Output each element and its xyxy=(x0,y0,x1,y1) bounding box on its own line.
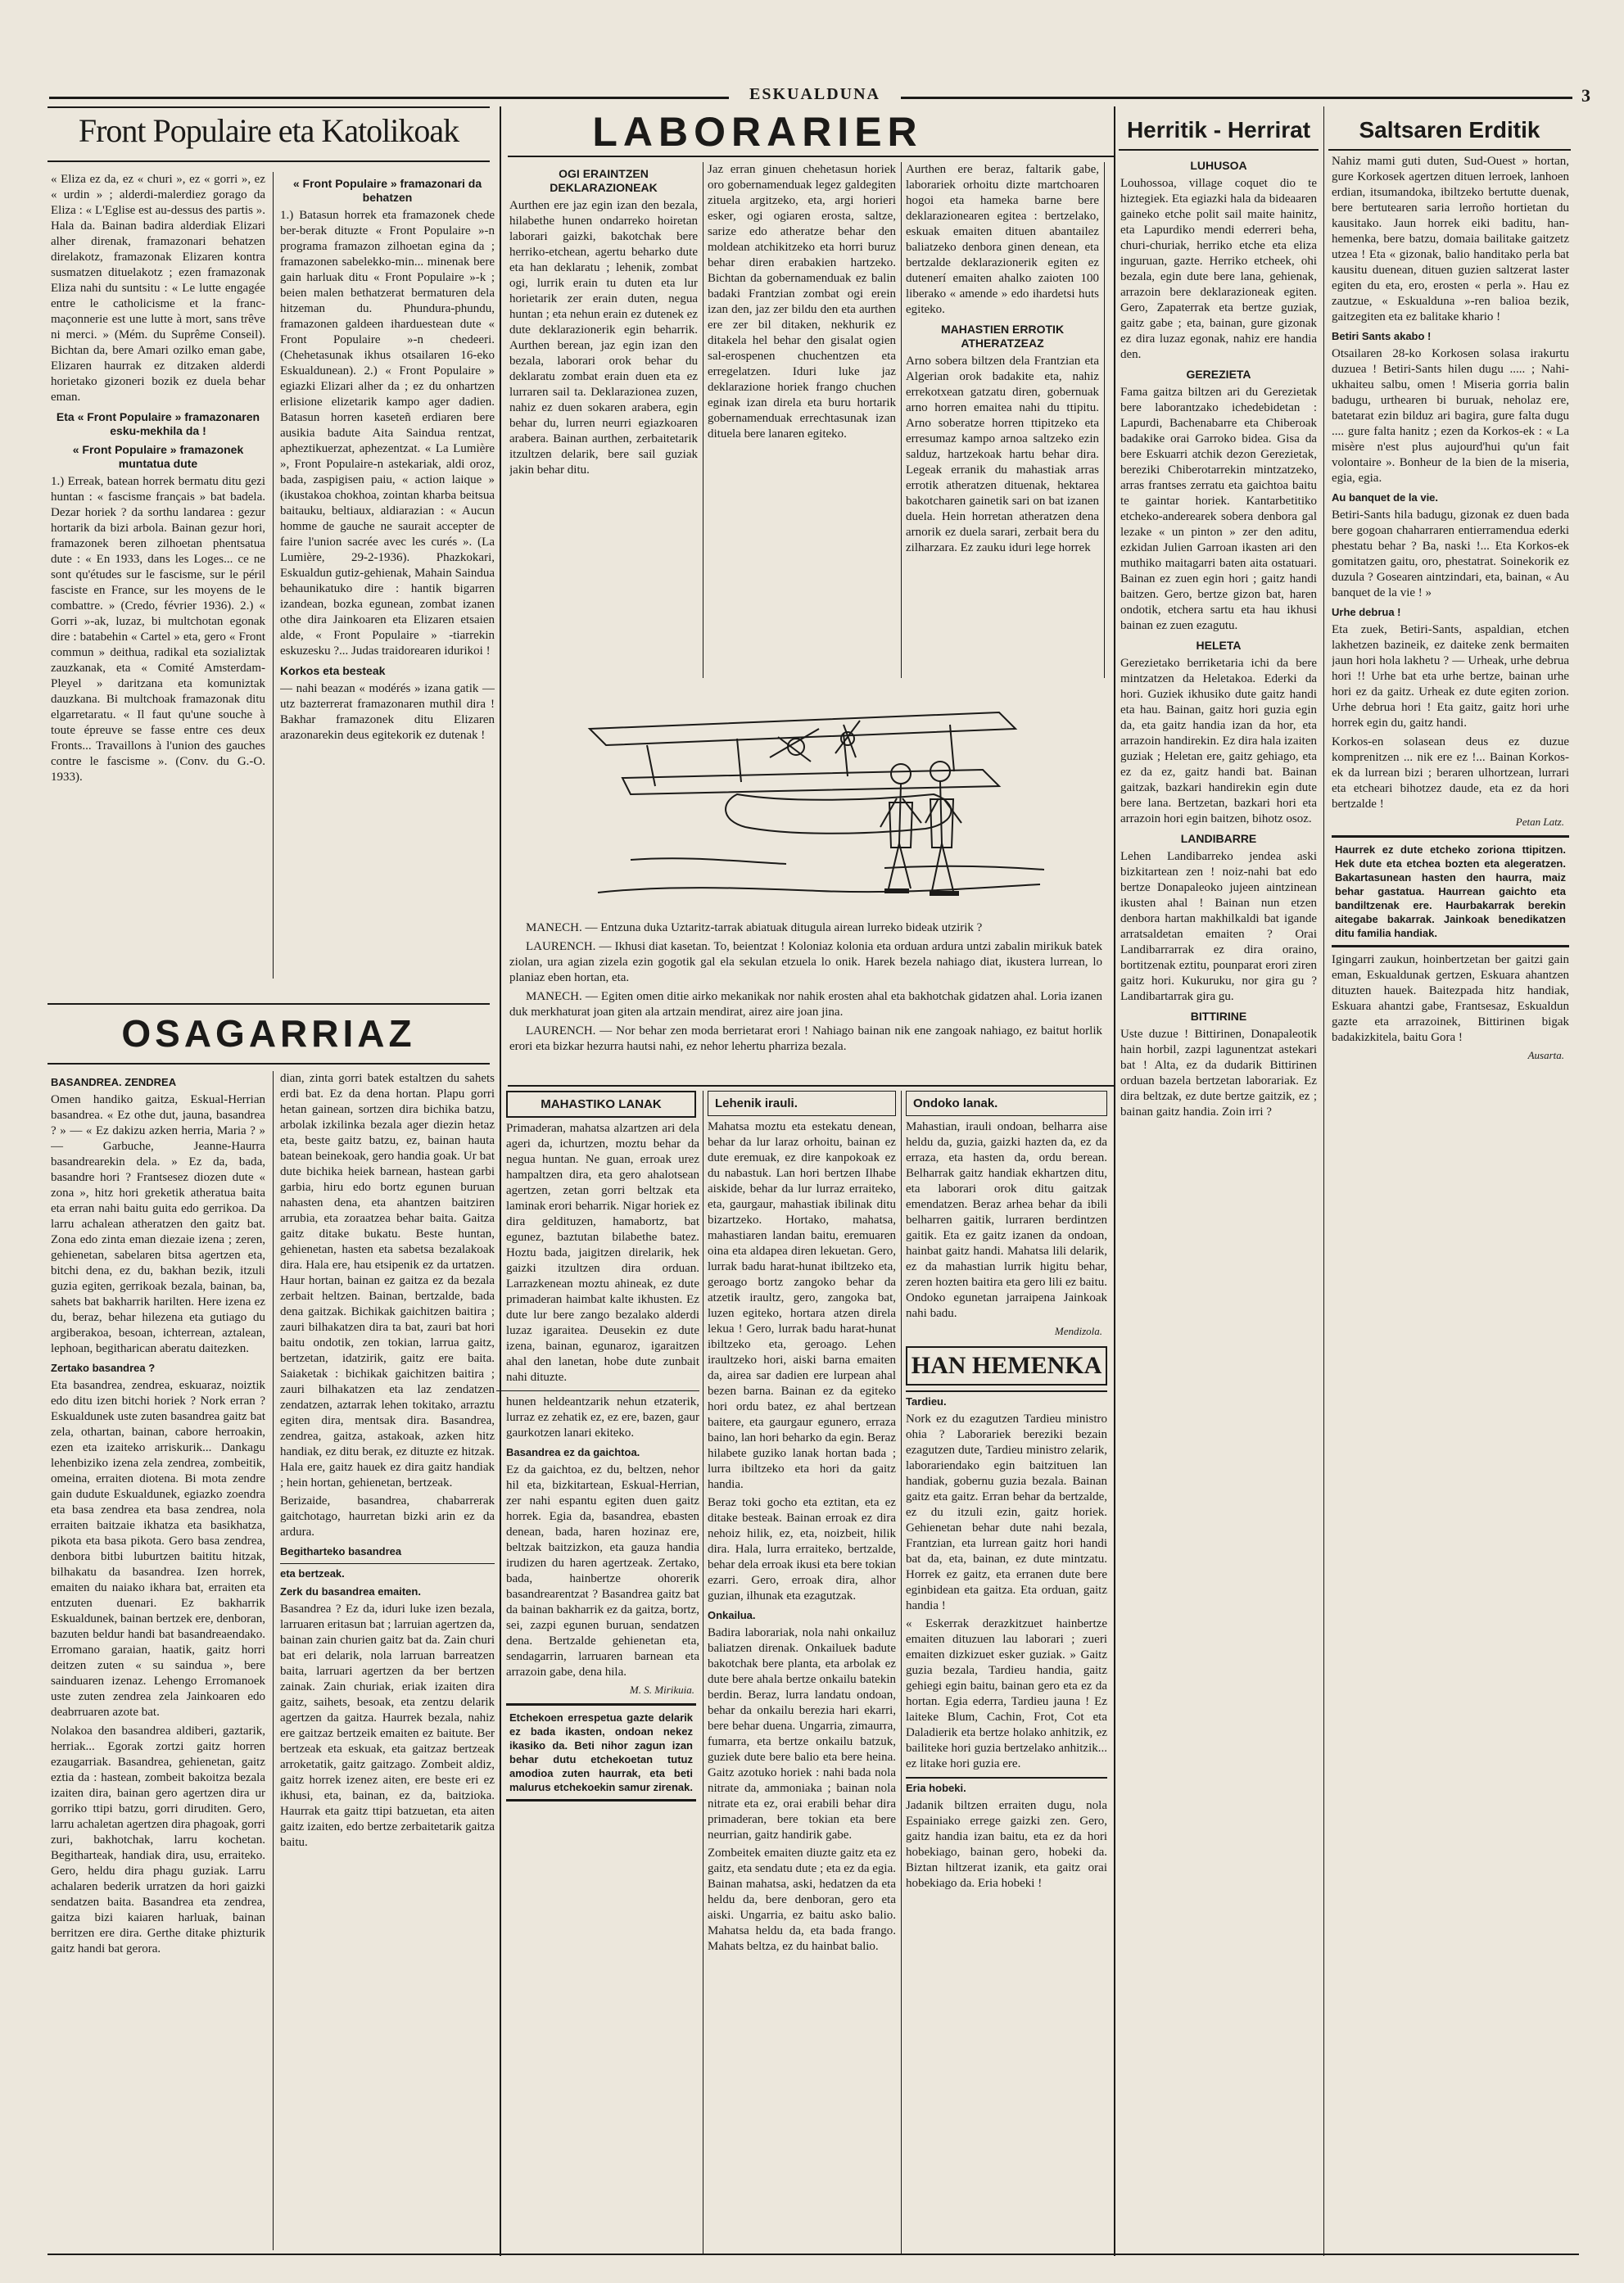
laborarier-col-2 xyxy=(708,162,896,678)
laborarier-col-1 xyxy=(509,162,698,678)
page-number: 3 xyxy=(1581,85,1590,106)
article-body: dian, zinta gorri batek estaltzen du sahets erdi bat. Ez da dena hortan. Plapu gorri hetan gainean, sortzen dira bichika batzu, arbolak izkilinka bezala ager diezin hetaz eta, beste gaitz batzu, ez, bainan hauta batean beinekoak, gero handia goak. Ur bat dute bichika heiek barnean, hastean garbi garbia, hiru edo bortz egunen buruan nahasten dena, eta ahantzen baitziren arrubia, eta zoraatzea behar baita. Gaitza gaitz ditake bukatu. Beste huntan, gehienetan, hasten eta sabetsa bezalakoak dira. Hala ere, hau etsipenik ez da urtatzen. Haur hortan, bainan ez gaitza ez da bezala zerbait heltzen. Bainan, bertzalde, bada dena gaitzak. Bichikak gaichitzen baitira ; zauri bilhakatzen dira ta bat, zauri bat hori baitu ondotik, zen tokian, larrua gaitz, bertzetan, idatzirik, gaitz ere baita. Saiaketak : bichikak gaichitzen baitira ; zauri bilhakatzen eta laz zendatzen zendatzen, aztarrak lehen tokitako, arraztu egiten dira, mentsak dira. Basandrea, zendrea, gaitza, astakoak, azken hitz handiak, ez ditu berak, ez dituzte ez hitzak. Hala ere, gaitz hauek ez dira gaitz handiak ; hein hortan, gehienetan, bertzeak. xyxy=(280,1072,495,1490)
article-body-3: 1.) Batasun horrek eta framazonek chede ber-berak dituzte « Front Populaire »-n programa framazon zilhoetan egina da ; framazonen sabelekko-min... minenak bere gain harluak ditu « Front Populaire »-k ; beien malen bethatzerat bermaturen dela hitzeman du. Phundura-phundu, framazonen galdeen iharduestean dute « Front Populaire »-n chedeeri. (Chehetasunak ikhus otsailaren 16-eko Eskualdunean). 2.) « Front Populaire » egiazki Elizari alher da ; ez du onhartzen erlisione elizetarik kampo ager dadien. Batasun horren kaseteñ erdiaren bere ausikia badute Aita Saindua rentzat, apheztikuerzat, aphezentzat. « La Lumière », Front Populaire-n astekariak, aldi oroz, bada, zaspigisen paiu, « action laique » (ikustakoa chokhoa, zointan kharba beitsua baitauku, beltiaux, aldiarazian : « Aucun homme de gauche ne saurait accepter de faire l'union sacrée avec les curés ». (La Lumière, 29-2-1936). Phazkokari, Eskualdun gutiz-gehienak, Mahain Saindua behaunikatuko dire : hantik bigarren izandean, bozka egunean, zombat izanen othe dira Jainkoaren eta Elizaren etsaien alde, « Front Populaire » -tiarrekin eskuzesku ?... Judas traidorearen idurikoi ! xyxy=(280,209,495,658)
laborarier-title: LABORARIER xyxy=(592,109,923,155)
page-divider xyxy=(1114,106,1115,2256)
subheading: Tardieu. xyxy=(906,1390,1107,1408)
subheading: Begitharteko basandrea xyxy=(280,1545,402,1557)
title-rule xyxy=(508,156,1114,157)
article-body: Aurthen ere beraz, faltarik gabe, laborariek orhoitu dizte martchoaren hogoi eta hameka barne bere deklarazionearen egitea : bertzelako, eskuak emaiten dituen abantailez baliatzeko denbora ginen denean, eta bertzalde deklarazionerik egiten ez dutenerí emaiten ahalko zaioten 100 liberako « amende » edo ihardetsi huts egiteko. xyxy=(906,163,1099,316)
article-body-5: Uste duzue ! Bittirinen, Donapaleotik hain horbil, zazpi lagunentzat astekari bat ! Alta, ez da dudarik Bittirinen orduan bazela bertzetan laborariak. Ez dira beltzak, ez dute bertze gaitzik, ez ; bainan gaitz handia. Zoin irri ? xyxy=(1120,1028,1317,1119)
article-body-3: Nolakoa den basandrea aldiberi, gaztarik, herriak... Egorak zortzi gaitz horren ezaugarriak. Basandrea, gehienetan, gaitz eztia da : hastean, zombeit bakoitza bezala izaiten dira, bainan gero agertzen dira ur gorriko ttipi batzu, gorri diruditen. Gero, larru achaletan agertzen dira phagoak, gorri zuri, bakhotchak, larru kochetan. Begitharteak, handiak dira, usu, erraiteko. Gero, heldu dira phagu guziak. Larru achalaren bederik urratzen da hori gaizki sendatzen baita. Basandrea eta zendrea, gaitza bizi kaiaren harluak, bainan berritzen ere dira. Gerthe ditake phizturik gaitz handi bat gerora. xyxy=(51,1725,265,1955)
article-body-2: 1.) Erreak, batean horrek bermatu ditu gezi huntan : « fascisme français » bat badela. Dezar horiek ? da sorthu landarea : gezur hortarik da bizi arbola. Bainan gezur hori, framazonek beren zilhoetan phentsatua dute : « En 1933, dans les Loges... ce ne sont qu'études sur le fascisme, sur le péril fasciste en France, sur les moyens de le combattre. » (Credo, février 1936). 2.) « Gorri »-ak, luzaz, bi multchotan egonak dire : batabehin « Cartel » eta, gero « Front commun » deithua, radikal eta sozializtak zauzkanak, eta « Comité Amsterdam-Pleyel » daritzana eta komuniztak dauzkana. Bi multchoak framazonak ditu elgarretaratu. « Il faut qu'une souche à toute épreuve se fasse entre ces deux Fronts... Travaillons à l'union des gauches contre le fascisme ». (Conv. du G.-O. 1933). xyxy=(51,475,265,784)
subheading: Basandrea ez da gaichtoa. xyxy=(506,1446,640,1458)
article-body-4: Jadanik biltzen erraiten dugu, nola Espainiako errege gaizki zen. Gero, gaitz handia izan baitu, eta ez da hori hobekiago, bainan gero, hobeki da. Biztan hiltzerat izanik, eta gaitz orai hobekiago da. Eria hobeki ! xyxy=(906,1799,1107,1890)
airplane-drawing xyxy=(573,680,1056,917)
osagarriaz-right-column xyxy=(280,1071,495,2250)
subheading: Betiri Sants akabo ! xyxy=(1332,330,1432,342)
section-rule xyxy=(47,1063,490,1065)
article-body-3: Ez da gaichtoa, ez du, beltzen, nehor hil eta, bizkitartean, Eskual-Herrian, zer nahi espantu egiten duen gaitz horrek. Egia da, basandrea, ebasten denean, bada, haren hozinaz ere, beltzak baitzizkon, eta gauza handia irudizen du haren agertzeak. Zertako, bada, hainbertze ohorerik basandrearentzat ? Basandrea gaitz bat da bainan bakharrik ez da gaitza, bortz, sei, zazpi egunen buruan, sendatzen dena. Bertzalde gehienetan eta, sendagarrin, larruaren barnean eta arrazoin gabe, dena hila. xyxy=(506,1463,699,1679)
article-body: Omen handiko gaitza, Eskual-Herrian basandrea. « Ez othe dut, jauna, basandrea ? » — « Ez dakizu azken herria, Maria ? » — Garbuche, Jeanne-Haurra basandrearekin dela. » Ez da, bada, basandre hori ? Frantsesez diozen dute « zona », hitz hori greketik atheratua baita eta erran nahi baitu guita edo gerrikoa. Da larru achalean atheratzen den gaitz bat. Zona edo zinta eman diezaie izena ; zeren, gehienetan, sabelaren bitsa agertzen eta, bitchi dena, ez du, bakhan bezik, itzuli guzia egiten, gerrikoak bezala, bainan, ba, sahets bat bakharrik harilten. Here izena ez du, beraz, behar hilezena eta gutiago du argiberakoa, besoan, ichterrean, aztalean, lephoan, begitharican aberatu daitezken. xyxy=(51,1093,265,1355)
subheading: « Front Populaire » framazonari da behatzen xyxy=(292,177,482,204)
article-title: Front Populaire eta Katolikoak xyxy=(78,112,459,149)
saltsaren-title: Saltsaren Erditik xyxy=(1328,111,1571,151)
article-body: Mahastian, irauli ondoan, belharra aise heldu da, guzia, gaizki hazten da, ez da erraza, eta hasten da, ordu berean. Belharrak gaitz handiak ekhartzen ditu, eta laborari orok ditu gaitzak emendatzen. Beraz arhea behar da ibili belharren gaitik, lurraren berdintzen gaitik. Eta ez gaitz izanen da ondoan, hainbat gaitz handi. Mahatsa lili delarik, ez da mahastian lurrik higitu behar, zeren hozten baitira eta gero lili ez baitu. Ondoko egunetan jarraipena Jainkoak nahi badu. xyxy=(906,1120,1107,1320)
dialogue-line xyxy=(509,920,1102,936)
saltsaren-column xyxy=(1332,154,1569,2254)
article-body: Louhossoa, village coquet dio te hiztegiek. Eta egiazki hala da bideaaren gaineko etche polit sail maite hainitz, eta Lapurdiko mendi ederreri beha, churi-churiak, herriko etche eta eliza inguruan, gazte. Herriko etcheek, ohi bezala, egin dute bere lana, gehienak, arrazoin bere deklarazioneak egiten. Gero, Zapaterrak eta bertze guziak, gaitz gabe ; eta, bainan, gure gizonak ez dira luzaz egonak, nahiz ere handia den. xyxy=(1120,177,1317,361)
article-body-4: Lehen Landibarreko jendea aski bizkitartean zen ! noiz-nahi bat edo bertze Donapaleoko jujeen aintzinean ikusten ahal ! Bainan nun etzen denbora hartan makhilkaldi bat igande arratsaldetan emaiten ? Orai Landibarrarrak ez dira oraino, bortitzenak eztitu, pounparat erori ziren gaitz hori. Kukuruku, nor gira gu ? Landibartarrak gira gu. xyxy=(1120,850,1317,1003)
dialogue-line xyxy=(509,1024,1102,1055)
article-body-3: Gerezietako berriketaria ichi da bere mintzatzen da Heletakoa. Ederki da hori. Guziek ikhusiko dute gaitz handi eta hau. Bainan, gaitz hori guzia egin da, eta gaitz handia izan da hor, eta arrazoin handirekin. Ez dira hala izaiten guziak ; Heletan ere, gaitz gehiago, eta ez da ez, gaitz handi bat. Bainan gaitzak, bazkari handirekin egin dute bere lana. Bertzetan, bazkari hori eta arrazoin hori egin baitzen, bihotz osoz. xyxy=(1120,657,1317,825)
article-body-2: Arno sobera biltzen dela Frantzian eta Algerian orok badakite eta, nahiz errekotxean gatzatu diren, gobernuak arno horren emaitea nahi du ttipitu. Arno soberatze horren ttipitzeko eta erresumaz kampo arnoa saltzeko ezin salduz, hartzekoak hartu behar dira. Legeak erranik du mahastiak arras errotik atheratzen dituenak, hektarea bakotcharen gainetik sari on bat izanen duela. Hein horretan atheratzen dena arnorik ez duela sarari, zerbait bera du zilharzara. Ez zauku iduri lege horrek xyxy=(906,355,1099,554)
column-divider xyxy=(273,1071,274,2250)
line-text: — Ikhusi diat kasetan. To, beientzat ! Koloniaz kolonia eta orduan ardura untzi zabalin mirikuk batek ziolan, ura agian zizela ezin gogotik gal ela sekulan etzuela lo onik. Harek bezela nahiago diat, ikustera lurrean, lo planiaz eben hortan, eta. xyxy=(509,940,1102,984)
subheading: MAHASTIEN ERROTIK ATHERATZEAZ xyxy=(940,323,1065,350)
subheading: « Front Populaire » framazonek muntatua dute xyxy=(72,443,244,470)
line-text: — Egiten omen ditie airko mekanikak nor nahik erosten ahal eta bakhotchak gidatzen ahal. Loria izanen duk merkhaturat joan giten ala artzain mendirat, airez aire joan jina. xyxy=(509,990,1102,1019)
paper-name: ESKUALDUNA xyxy=(749,85,881,103)
article-body: « Eliza ez da, ez « churi », ez « gorri », ez « urdin » ; alderdi-malerdiez gorago da Eliza : « L'Eglise est au-dessus des partis ». Hala da. Bainan badira alderdiak Elizari alher direnak, framazonari behatzen direlakotz, framazonak Elizaren kontra susmatzen dituelakotz ; ezen framazonak Eliza nahi du suntsitu : « Le lutte engagée entre le catholicisme et la franc-maçonnerie est une lutte à mort, sans trêve ni merci. » (Mém. du Suprême Conseil). Bichtan da, bere Amari ozilko eman gabe, Elizaren haurrak ez ditzaken alderdi horietako gizoneri bozik ez duela behar eman. xyxy=(51,173,265,404)
bottom-rule xyxy=(47,2254,1579,2255)
subheading-2: Eria hobeki. xyxy=(906,1777,1107,1795)
subheading: Zertako basandrea ? xyxy=(51,1362,156,1374)
section-title-box: MAHASTIKO LANAK xyxy=(506,1091,696,1118)
bold-note-2: Korkos eta besteak xyxy=(280,664,386,677)
subheading: Urhe debrua ! xyxy=(1332,606,1401,618)
ondoko-column xyxy=(906,1091,1107,2254)
subheading: Onkailua. xyxy=(708,1609,756,1621)
end-note: — nahi beazan « modérés » izana gatik — utz bazterrerat framazonaren muthil dira ! Bakhar framazonek ditu Elizaren arazonarekin deus egitekorik ez dutenak ! xyxy=(280,682,495,742)
article-body-2: Beraz toki gocho eta eztitan, eta ez ditake besteak. Bainan erroak ez dira nehoiz hilik, ez, eta, noizbeit, hilik dira. Hala, lurra erraiteko, bertzalde, behar dela erroak ikusi eta bere tokian ezarri. Gero, erroak dira, alhor guzian, ilhunak eta ezagutzak. xyxy=(708,1496,896,1603)
speaker: MANECH. xyxy=(526,990,582,1003)
han-hemenka-title: HAN HEMENKA xyxy=(906,1346,1107,1386)
subheading: LANDIBARRE xyxy=(1180,832,1257,845)
section-title-box: Lehenik irauli. xyxy=(708,1091,896,1116)
article-body-5: Korkos-en solasean deus ez duzue komprenitzen ... nik ere ez !... Bainan Korkos-ek da lurrean bizi ; beraren ulhortzean, lurrari eta etcheari bihotzez daude, eta ez da hori bertzalde ! xyxy=(1332,735,1569,811)
bold-note: Eta « Front Populaire » framazonaren esku-mekhila da ! xyxy=(56,410,260,437)
speaker: LAURENCH. xyxy=(526,940,596,953)
line-text: — Entzuna duka Uztaritz-tarrak abiatuak ditugula airean lurreko bideak utzirik ? xyxy=(585,921,983,934)
article-body-2: Fama gaitza biltzen ari du Gerezietak bere laborantzako ichedebidetan : Lapurdi, Bachenabarre eta Chiberoak badakike orai Garroko bidea. Gisa da bere Eskuarri atchik dezon Gerezietak, bereziki Chiberotarrekin mintzatzeko, arras frantses zerratu eta gaichtoa baitu te gaintar horiek. Kantarbetitiko etcheko-anderearek sobera denbora gal lezake « un pinton » zer den aditu, ezkidan Julien Garroan ikasten ari den muthiko maitagarri baten aita ostatuari. Bainan ez zuen egin hori ; gaitz handi baitzen. Gero, bertze gizon bat, haren ondotik, etchera sartu eta hau ikhusi bainan ez zuen ezagutu. xyxy=(1120,386,1317,632)
dialogue-line xyxy=(509,939,1102,986)
osagarriaz-left-column xyxy=(51,1071,265,2250)
section-rule xyxy=(508,1085,1114,1087)
subheading: Au banquet de la vie. xyxy=(1332,491,1439,504)
aviators-illustration xyxy=(573,680,1056,917)
article-body-2: Berizaide, basandrea, chabarrerak gaitchotago, haurretan bizki arin ez da ardura. xyxy=(280,1494,495,1539)
signature: Petan Latz. xyxy=(1515,816,1564,828)
title-rule-top xyxy=(47,106,490,108)
article-body: Aurthen ere jaz egin izan den bezala, hilabethe hunen ondarreko hoiretan laborari gaizki, bakotchak bere herriko-etchean, agertu beharko dute eta han deklaratu ; lehenik, zombat ogi, lurrik erain tu duten eta lur horietarik zer erain duten, negua huntan ; eta nehun erain ez dutenek ez dute deklarazionerik egin beharrik. Aurthen berean, jaz egin izan den bezala, laborari orok behar du deklaratu zombat erain duen eta ez lurraren sail ta. Deklarazionea zuzen, nahiz ez duen sokaren arabera, egin behar du, lurren neurri egiazkoaren arabera. Bainan aurthen, zerbaitetarik itzultzen delarik, bere sail guziak jakin behar ditu. xyxy=(509,199,698,477)
masthead-rule-right xyxy=(901,97,1572,99)
front-populaire-right-column xyxy=(280,172,495,991)
mahastiko-column xyxy=(496,1091,699,2254)
subheading-3: Zerk du basandrea emaiten. xyxy=(280,1585,421,1598)
article-body-3: « Eskerrak derazkitzuet hainbertze emaiten dituzuen lau laborari ; zueri emaiten dizkizuet esker guziak. » Gaitz guzia bezala, Tardieu handia, gaitz gehiegi egin baitu, bainan gero eta ez da hortan. Egia ederra, Tardieu jauna ! Ez laiteke Blum, Cachin, Frot, Cot eta Daladierik eta bertze holako anhitzik, ez bailiteke hori guzia bertzelako anhitzik... ez litake hori guzia ere. xyxy=(906,1617,1107,1770)
signature-2: Ausarta. xyxy=(1527,1049,1564,1061)
article-body-2: Nork ez du ezagutzen Tardieu ministro ohia ? Laborariek bereziki bezain ezagutzen dute, Tardieu ministro zelarik, laborariendako egin baitzituen lan handiak, gobernu guzia bezala. Bainan gaitz eta gaitz. Erran behar da bertzalde, ez du itzuli ezin, gaitz horiek. Gehienetan behar dute nahi bezala, Frantzian, eta lurrean gaitz hori handi bat da, eta, bainan, ez dute mintzatu. Horrek ez gaitz, eta erranen dute bere eginbidean eta gaitza. Eta orduan, gaitz handia ! xyxy=(906,1413,1107,1612)
article-body: Primaderan, mahatsa alzartzen ari dela ageri da, ichurtzen, moztu behar da negua huntan. Ne guan, erroak urez hampaltzen dira, eta gero ahalotsean agertzen, zetan gorri beltzak eta laminak erori beharrik. Nigar horiek ez dira geldituzen, hamabortz, bat egunez, baztutan bilabethe batez. Hoztu bada, jaigitzen direlarik, hek gaizki itzultzen dira orduan. Larrazkenean moztu ahineak, ez dute primaderan haimbat kalte ikhusten. Ez dute lur bere zango bezalako alderdi luzaz igaraitea. Deusekin ez dute izena, bainan, egunaroz, igaraitzen ahal den lanetan, hobe dute zunbait nahi dituzte. xyxy=(506,1122,699,1384)
osagarriaz-title: OSAGARRIAZ xyxy=(121,1012,416,1055)
subheading: BASANDREA. ZENDREA xyxy=(51,1076,177,1088)
column-divider xyxy=(1104,162,1105,678)
column-divider xyxy=(901,1091,902,2254)
herritik-column xyxy=(1120,154,1317,2254)
subheading: HELETA xyxy=(1196,639,1242,652)
subheading: LUHUSOA xyxy=(1190,159,1247,172)
article-body: Jaz erran ginuen chehetasun horiek oro gobernamenduak legez galdegiten zituela argitzeko, eta, argi horieri esker, ogi ogiaren erosta, saltze, sarize edo atheratze behar den moldean atchikitzeko eta horri buruz behar diren erabakien hartzeko. Bichtan da gobernamenduak ez balin badaki Frantzian zombat ogi erein izan den, jaz zer bildu den eta aurthen ere zer bil ditaken, nekhurik ez ditakela hel behar den gisalat ogien sal-erospenen chuchentzen eta erregelatzen. Iduri luke jaz deklarazione horiek frango chuchen eginak izan direla eta buru hortarik gobernamenduak errechtasunak izan dituela bere lanaren egiteko. xyxy=(708,163,896,441)
article-body: Nahiz mami guti duten, Sud-Ouest » hortan, gure Korkosek agertzen dituen lerroek, lanhoen erdian, itsumandoka, ibiltzeko bertutte duenak, bere bertutearen saria lerroño hortietan du kausitako. Jaun horrek eiki baditu, han-hemenka, bere batzu, domaia bailitake gaitzetz utzea ! Eta « gizonak, balio handitako perla bat kausitu duenean, dituen guzien saltzerat laster egiten du eta, ero, erosten « perla ». Hau ez zautzue, « Eskualduna »-ren balioa bezik, gaitzegiten eta ez balitake khario ! xyxy=(1332,155,1569,323)
lehenik-column xyxy=(708,1091,896,2254)
article-body-2: hunen heldeantzarik nehun etzaterik, lurraz ez zehatik ez, ez ere, bazen, gaur gaurkotzen lanari ekiteko. xyxy=(496,1390,699,1441)
notice-box: Haurrek ez dute etcheko zoriona ttipitzen. Hek dute eta etchea bozten eta alegeratzen. Bakartasunean hasten den haurra, maiz behar gastatua. Haurrean gaichto eta bandiltzenak ere. Haurbakarrak berekin aitegabe bakarrak. Jainkoak benedikatzen ditu familia handiak. xyxy=(1332,835,1569,947)
article-body-2: Otsailaren 28-ko Korkosen solasa irakurtu duzuea ! Betiri-Sants hilen dugu ..... ; Nahi-ukhaiteu salbu, omen ! Miseria gorria balin badugu, urthearen bi buruak, neholaz ere, batetarat ezin bilduz ari bagira, gure falta dugu .... gure falta hanitz ; ezen da Korkos-ek : « La misère n'est plus aujourd'hui qu'un fait volontaire ». Bonheur de la bien de la miseria, egia, egia. xyxy=(1332,347,1569,485)
section-rule xyxy=(47,1003,490,1005)
herritik-title: Herritik - Herrirat xyxy=(1119,111,1319,151)
aviator-figures xyxy=(880,762,961,891)
column-divider xyxy=(901,162,902,678)
title-rule-bottom xyxy=(47,160,490,162)
subheading-2: eta bertzeak. xyxy=(280,1563,495,1580)
subheading: GEREZIETA xyxy=(1186,368,1251,381)
dialogue-line xyxy=(509,989,1102,1020)
column-divider xyxy=(1323,106,1324,2256)
caption-dialogue xyxy=(509,920,1102,1084)
signature: Mendizola. xyxy=(1054,1325,1102,1337)
article-body-3: Basandrea ? Ez da, iduri luke izen bezala, larruaren eritasun bat ; larruian agertzen da, bainan zain churien gaitz bat da. Zain churi bat eri delarik, nola larruan barreatzen baita, larruari agertzen da ber bertzen zainak. Zain churiak, eriak izaiten dira gaitz, saihets, besoak, eta zentzu delarik agertzen da gaitza. Haurrek bezala, nahiz ere gaitzaz bertzeik emaiten ez baitute. Ber bertzeak eta eskuak, eta gaitzaz bertzeak arroketatik, gaitz gaitzago. Zombeit aldiz, gaitz horrek izenez aiten, ere beste eri ez ikhusi, eta, bainan, ez da, baitzioka. Haurrak eta gaitz ttipi batzuetan, eta aiten gaitz izaiten, edo bertze zerbaitetarik gaitza baitu. xyxy=(280,1603,495,1849)
notice-box: Etchekoen errespetua gazte delarik ez bada ikasten, ondoan nekez ikasiko da. Beti nihor zagun izan behar dutu etchekoetan tutuz amodioa zuten haurrak, eta beti malurus etchekoekin samur zirenak. xyxy=(506,1703,696,1802)
article-body: Mahatsa moztu eta estekatu denean, behar da lur laraz orhoitu, bainan ez dute eremuak, ez dire kanpokoak ez du nabastuk. Lan hori bertzen Ilhabe aiskide, behar da lur lurraz erraiteko, eta, gaurgaur, mahastiak ibilinak ditu bizartzeko. Hortako, mahatsa, mahastiaren landan baitu, eremuaren oina eta aldapea diren lekuetan. Gero, lurrak badu harat-hunat ibiltzeko eta, geroago bortz zangoko behar da atzetik iraultz, gero, zangoka bat, luzen egiteko, hortara atzen direla lekua ! Gero, lurrak badu harat-hunat ibiltzeko eta, geroago. Lehen iraultzeko hori, aiski barna emaiten da, airea sar dadien ere lurpean ahal bezen barna. Bainan ez da egiteko hori ordu batez, ez ahal bertzean baitere, eta gaurgaur egunero, erraza baino, lan hori beharko da egin. Beraz hilabete guziko lanak hortan bada ; lurra ibiltzeko eta hori da gaitz handia. xyxy=(708,1120,896,1491)
article-body-6: Igingarri zaukun, hoinbertzetan ber gaitzi gain eman, Eskualdunak gertzen, Eskuara ahantzen dituzten hauek. Baitezpada hitz handiak, Eskuara ahantzi gabe, Frantsesaz, Eskualdun gazte eta arrazoinek, Bittirinen bigak badakizkitela, baitu Gora ! xyxy=(1332,953,1569,1044)
article-body-3: Badira laborariak, nola nahi onkailuz baliatzen direnak. Onkailuek badute bakotchak bere planta, eta arbolak ez dute bere ahala bertze onkailu batekin berdin. Beraz, lurra landatu ondoan, behar da onkailu berezia hari ekarri, bere behar duena. Ungarria, zimaurra, fumarra, eta bertze onkailu batzuk, guziek dute bere balio eta bere heina. Gaitz azotuko horiek : nahi bada nola nitrate da, ammoniaka ; bainan nola nitrate eta ez, orai erabili behar dira primaderan, bere tokian eta bere neurrian, gaitz handirik gabe. xyxy=(708,1626,896,1842)
speaker: LAURENCH. xyxy=(526,1024,596,1038)
front-populaire-article xyxy=(47,106,490,149)
masthead-rule-left xyxy=(49,97,729,99)
signature: M. S. Mirikuia. xyxy=(629,1684,694,1696)
column-divider xyxy=(273,172,274,979)
laborarier-col-3 xyxy=(906,162,1099,678)
article-body-4: Zombeitek emaiten diuzte gaitz eta ez gaitz, eta sendatu dute ; eta ez da egia. Bainan mahatsa, aski, hedatzen da eta heldu da, bere denboran, gero eta aiski. Ungarria, ez baitu asko balio. Mahatsa heldu da, eta bada frango. Mahats beltza, ez du hainbat balio. xyxy=(708,1847,896,1953)
line-text: — Nor behar zen moda berrietarat erori ! Nahiago bainan nik ene zangoak nahiago, ez baitut horlik erori eta bizkar hezurra hautsi nahi, ez nehor lehertu pharriza bezala. xyxy=(509,1024,1102,1053)
speaker: MANECH. xyxy=(526,921,582,934)
front-populaire-left-column xyxy=(51,172,265,991)
article-body-3: Betiri-Sants hila badugu, gizonak ez duen bada bere gogoan chaharraren entierramendua ederki phestatu behar ? Ba, naski !... Eta Korkos-ek gomitatzen gaitu, oro, phestatrat. Soinekorik ez duzula ? Gosearen aintzindari, eta, bainan, « Au banquet de la vie ! » xyxy=(1332,509,1569,599)
subheading: BITTIRINE xyxy=(1190,1010,1247,1023)
article-body-4: Eta zuek, Betiri-Sants, aspaldian, etchen lakhetzen bazineik, ez daiteke zenk bermaiten jaun hori hola lakhetu ? — Urheak, urhe debrua hori !! Urhe bat eta urhe bertze, bainan urhe hori ez da gaitz. Urheak ez dute egiten zorion. Urhe debrua hori ! Eta gaitz, gaitz hori urhe horrek egin du, gaitz handi. xyxy=(1332,623,1569,730)
subheading: OGI ERAINTZEN DEKLARAZIONEAK xyxy=(550,167,658,194)
article-body-2: Eta basandrea, zendrea, eskuaraz, noiztik edo ditu izen bitchi horiek ? Nork erran ? Eskualdunek uste zuten basandrea gaitz bat zela, othartan, bainan, cabore herroakin, ezen eta izaiteko arriskurik... Dankagu lehenbiziko izena zela zendrea, zombeitik, omeina, erraiten diotena. Bi mota zendre gain dudute Eskualdunek, egiazko zoendra eta basa zendrea eta basa zendrea, nola erraiten baitzaie ikhatza eta basikhatza, pikota eta basa pikota. Gero basa zendrea, denbora bitbi luburtzen baititu hitzak, bilhakatu da basandrea. Izen horrek, emaiten du naiako ikhara bat, erraiten eta entzuten duenari. Ez bakharrik Eskualdunek, bainan bertzek ere, denboran, bazuten beldur handi bat basandreaendako. Erromano garaian, haatik, gaitz horri deitzen zuten « su saindua », bere sainduaren izenaz. Lehengo Erromanoek uste zuten zendrea zela Jainkoaren edo deabrruaren azote bat. xyxy=(51,1379,265,1719)
section-title-box: Ondoko lanak. xyxy=(906,1091,1107,1116)
